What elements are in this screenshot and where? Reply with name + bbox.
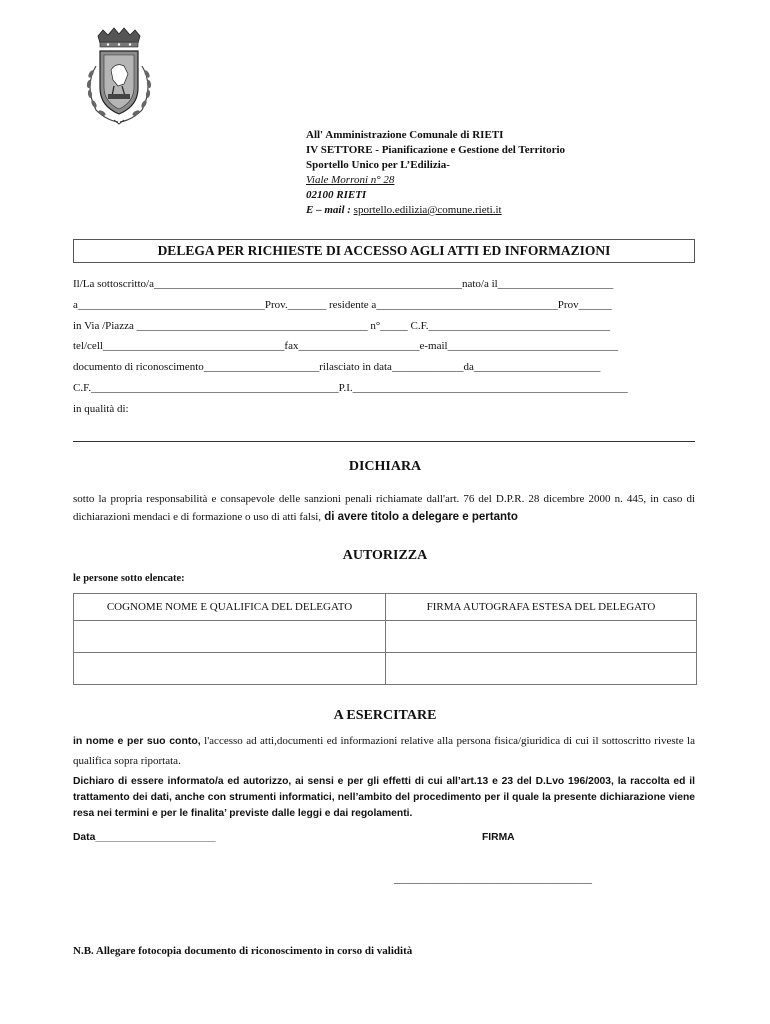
field-id-document[interactable]: documento di riconoscimento_____________________rilasciato in data_____________da_______________________	[73, 361, 601, 373]
field-address-cf[interactable]: in Via /Piazza __________________________________________ n°_____ C.F._________________________________	[73, 320, 611, 332]
attachment-note: N.B. Allegare fotocopia documento di riconoscimento in corso di validità	[73, 945, 413, 957]
delegate-signature-cell[interactable]	[386, 653, 697, 685]
table-header-name: COGNOME NOME E QUALIFICA DEL DELEGATO	[74, 594, 386, 621]
street-line: Viale Morroni n° 28	[306, 174, 395, 186]
coat-of-arms-icon	[78, 26, 160, 126]
field-cf-pi[interactable]: C.F._____________________________________________P.I.__________________________________________________	[73, 382, 628, 394]
field-capacity-line[interactable]	[73, 441, 695, 442]
field-place-residence[interactable]: a__________________________________Prov._______ residente a_________________________________Prov______	[73, 299, 612, 311]
email-link[interactable]: sportello.edilizia@comune.rieti.it	[353, 204, 502, 216]
dichiara-text: sotto la propria responsabilità e consapevole delle sanzioni penali richiamate dall'art. 76 del D.P.R. 28 dicembre 2000 n. 445, in caso di dichiarazioni mendaci e di formazione o uso di atti falsi, di avere titolo a delegare e pertanto	[73, 493, 695, 523]
esercitare-heading: A ESERCITARE	[333, 708, 437, 723]
table-row	[74, 653, 697, 685]
autorizza-subtitle: le persone sotto elencate:	[73, 573, 185, 584]
field-name-birth[interactable]: Il/La sottoscritto/a________________________________________________________nato/a il_____________________	[73, 278, 614, 290]
recipient-line: All' Amministrazione Comunale di RIETI	[306, 129, 504, 141]
privacy-statement: Dichiaro di essere informato/a ed autorizzo, ai sensi e per gli effetti di cui all’art.13 e 23 del D.Lvo 196/2003, la raccolta ed il trattamento dei dati, anche con strumenti informatici, nell’ambito del procedimento per il quale la presente dichiarazione viene resa nei termini e per le finalita’ previste dalle leggi e dai regolamenti.	[73, 776, 695, 819]
autorizza-heading: AUTORIZZA	[342, 548, 428, 563]
office-line: Sportello Unico per L’Edilizia-	[306, 159, 450, 171]
document-title: DELEGA PER RICHIESTE DI ACCESSO AGLI ATTI ED INFORMAZIONI	[73, 239, 695, 263]
esercitare-text: in nome e per suo conto, l'accesso ad atti,documenti ed informazioni relative alla persona fisica/giuridica di cui il sottoscritto riveste la qualifica sopra riportata.	[73, 735, 695, 767]
field-capacity-label: in qualità di:	[73, 403, 129, 415]
city-line: 02100 RIETI	[306, 189, 367, 201]
field-contacts[interactable]: tel/cell_________________________________fax______________________e-mail_______________________________	[73, 340, 619, 352]
delegate-name-cell[interactable]	[74, 653, 386, 685]
delegate-signature-cell[interactable]	[386, 621, 697, 653]
signature-line[interactable]: ____________________________________	[394, 873, 592, 885]
signature-label: FIRMA	[482, 832, 515, 843]
delegates-table	[73, 593, 697, 685]
sector-line: IV SETTORE - Pianificazione e Gestione del Territorio	[306, 144, 566, 156]
delegate-name-cell[interactable]	[74, 621, 386, 653]
date-field[interactable]: Data_____________________	[73, 832, 216, 843]
table-row	[74, 621, 697, 653]
email-line: E – mail : sportello.edilizia@comune.rieti.it	[306, 204, 502, 216]
table-header-signature: FIRMA AUTOGRAFA ESTESA DEL DELEGATO	[386, 594, 697, 621]
dichiara-heading: DICHIARA	[348, 459, 422, 474]
